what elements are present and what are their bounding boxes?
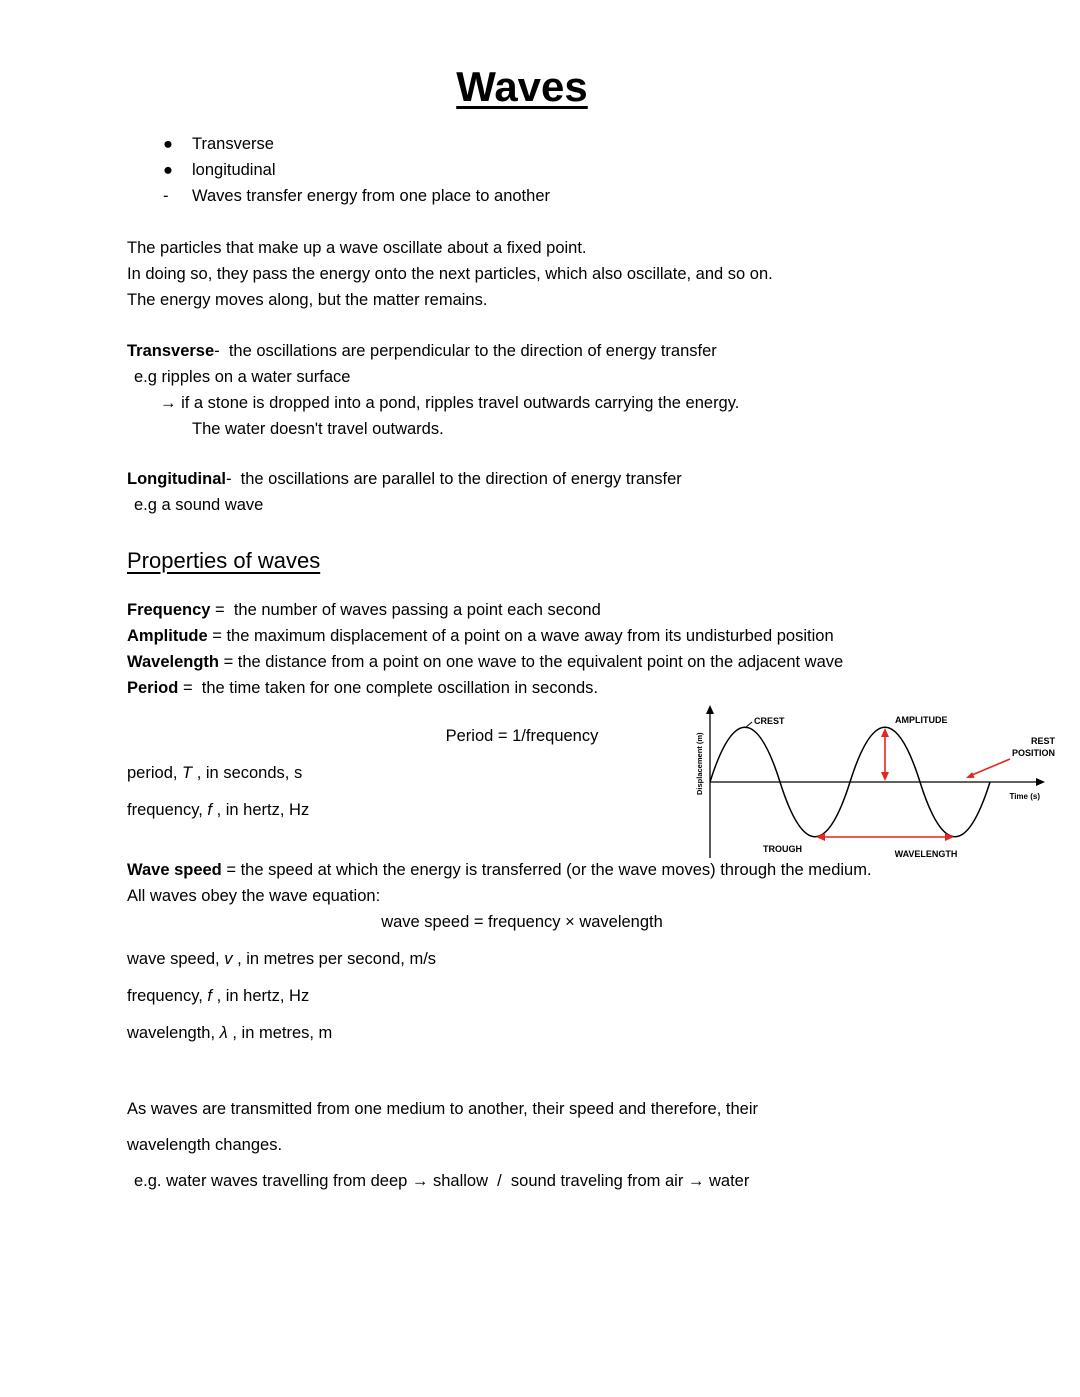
wave-speed-section xyxy=(127,857,917,935)
longitudinal-definition xyxy=(127,466,917,492)
frequency-symbol: f xyxy=(207,987,212,1005)
wavelength-term: Wavelength xyxy=(127,653,219,671)
period-equation: Period = 1/frequency xyxy=(445,727,599,745)
list-item-text: Transverse xyxy=(192,135,274,153)
crest-label: CREST xyxy=(754,716,785,726)
text-line: In doing so, they pass the energy onto the next particles, which also oscillate, and so on. xyxy=(127,265,773,283)
units-text: frequency, xyxy=(127,987,208,1005)
rest-position-label-line2: POSITION xyxy=(1011,748,1055,758)
list-item-text: Waves transfer energy from one place to another xyxy=(192,187,550,205)
units-text: frequency, xyxy=(127,801,208,819)
units-text: wavelength, xyxy=(127,1024,220,1042)
units-text: , in hertz, Hz xyxy=(212,987,310,1005)
frequency-definition xyxy=(127,597,917,623)
transmission-example: e.g. water waves travelling from deep → shallow / sound traveling from air → water xyxy=(134,1172,750,1190)
period-definition xyxy=(127,675,917,701)
displacement-axis-arrowhead xyxy=(706,705,714,714)
amplitude-definition xyxy=(127,623,917,649)
amplitude-term: Amplitude xyxy=(127,627,208,645)
transverse-def-text: - the oscillations are perpendicular to the direction of energy transfer xyxy=(214,342,717,360)
list-item xyxy=(127,131,917,157)
wave-equation: wave speed = frequency × wavelength xyxy=(381,913,663,931)
wave-diagram-svg xyxy=(688,700,1058,865)
period-def-text: = the time taken for one complete oscillation in seconds. xyxy=(178,679,598,697)
longitudinal-section xyxy=(127,466,917,518)
period-term: Period xyxy=(127,679,179,697)
transverse-example: e.g ripples on a water surface xyxy=(134,368,351,386)
wavelength-definition xyxy=(127,649,917,675)
speed-symbol: v xyxy=(224,950,233,968)
text-line: As waves are transmitted from one medium to another, their speed and therefore, their xyxy=(127,1100,758,1118)
trough-label: TROUGH xyxy=(763,844,802,854)
frequency-symbol: f xyxy=(207,801,212,819)
units-text: , in metres per second, m/s xyxy=(232,950,437,968)
frequency-units-line-2 xyxy=(127,983,917,1009)
amplitude-label: AMPLITUDE xyxy=(895,715,948,725)
frequency-term: Frequency xyxy=(127,601,211,619)
text-line: The particles that make up a wave oscillate about a fixed point. xyxy=(127,239,587,257)
bullet-marker: ● xyxy=(163,161,173,179)
wave-equation-intro: All waves obey the wave equation: xyxy=(127,887,381,905)
time-axis-arrowhead xyxy=(1036,778,1045,786)
longitudinal-def-text: - the oscillations are parallel to the direction of energy transfer xyxy=(225,470,682,488)
wavelength-def-text: = the distance from a point on one wave to the equivalent point on the adjacent wave xyxy=(218,653,844,671)
wavelength-units-line xyxy=(127,1020,917,1046)
properties-heading: Properties of waves xyxy=(127,548,321,573)
wave-speed-units-line xyxy=(127,946,917,972)
transverse-note: The water doesn't travel outwards. xyxy=(192,420,444,438)
properties-definitions xyxy=(127,597,917,701)
amplitude-def-text: = the maximum displacement of a point on a wave away from its undisturbed position xyxy=(207,627,834,645)
text-line: wavelength changes. xyxy=(127,1136,283,1154)
frequency-def-text: = the number of waves passing a point each second xyxy=(210,601,601,619)
list-item-text: longitudinal xyxy=(192,161,276,179)
units-text: period, xyxy=(127,764,183,782)
units-text: , in seconds, s xyxy=(192,764,303,782)
displacement-axis-label: Displacement (m) xyxy=(695,732,704,795)
list-item xyxy=(127,183,917,209)
time-axis-label: Time (s) xyxy=(1009,792,1040,801)
document-content xyxy=(127,0,917,1204)
longitudinal-example: e.g a sound wave xyxy=(134,496,264,514)
text-line: The energy moves along, but the matter remains. xyxy=(127,291,488,309)
wave-speed-term: Wave speed xyxy=(127,861,222,879)
intro-list xyxy=(127,131,917,209)
list-item xyxy=(127,157,917,183)
wave-diagram xyxy=(688,700,1058,865)
wave-speed-def-text: = the speed at which the energy is transferred (or the wave moves) through the medium. xyxy=(221,861,872,879)
units-text: , in metres, m xyxy=(227,1024,333,1042)
page-title: Waves xyxy=(456,63,588,110)
rest-position-arrow xyxy=(966,759,1010,778)
particles-paragraph xyxy=(127,235,917,313)
transverse-term: Transverse xyxy=(127,342,215,360)
units-text: wave speed, xyxy=(127,950,225,968)
wavelength-symbol: λ xyxy=(219,1024,228,1042)
transmission-section xyxy=(127,1096,917,1194)
units-text: , in hertz, Hz xyxy=(212,801,310,819)
longitudinal-term: Longitudinal xyxy=(127,470,226,488)
period-symbol: T xyxy=(182,764,193,782)
transverse-section xyxy=(127,338,917,442)
bullet-marker: ● xyxy=(163,135,173,153)
transverse-note: → if a stone is dropped into a pond, ripples travel outwards carrying the energy. xyxy=(160,394,740,412)
rest-position-label-line1: REST xyxy=(1030,736,1055,746)
dash-marker: - xyxy=(163,187,169,205)
amplitude-arrow xyxy=(881,728,889,781)
wavelength-label: WAVELENGTH xyxy=(894,849,958,859)
wavelength-arrow xyxy=(816,833,954,841)
transverse-definition xyxy=(127,338,917,364)
